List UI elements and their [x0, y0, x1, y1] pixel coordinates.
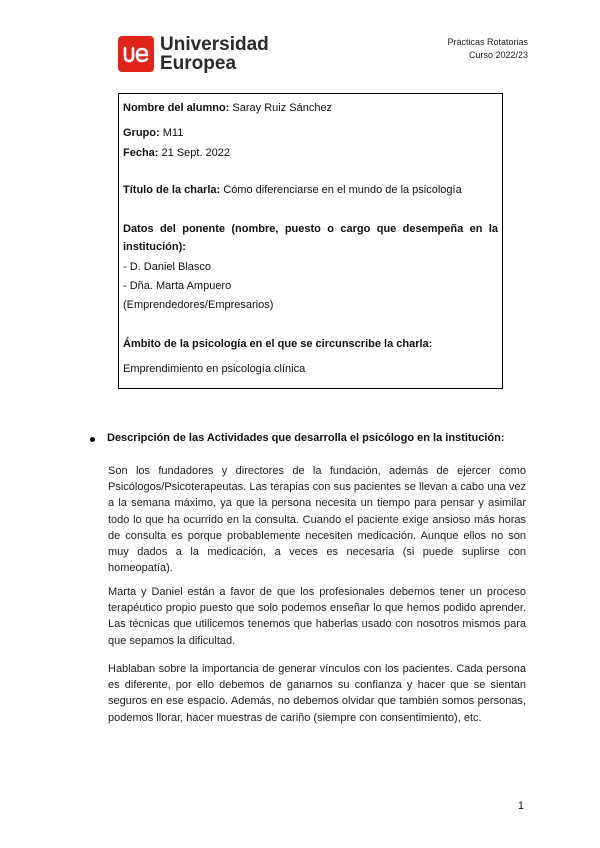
- student-name-value: Saray Ruiz Sánchez: [229, 102, 333, 114]
- speaker-2: - Dña. Marta Ampuero: [123, 280, 232, 292]
- date-value: 21 Sept. 2022: [158, 147, 231, 159]
- talk-title-row: [123, 183, 498, 197]
- scope-label-row: [123, 337, 498, 351]
- talk-title-label: Título de la charla:: [123, 184, 221, 196]
- scope-label: Ámbito de la psicología en el que se circunscribe la charla:: [123, 338, 433, 350]
- speaker-label-line-2: [123, 240, 498, 254]
- scope-value: Emprendimiento en psicología clínica: [123, 363, 306, 375]
- speaker-role: (Emprendedores/Empresarios): [123, 299, 274, 311]
- date-label: Fecha:: [123, 147, 159, 159]
- ue-logo-icon: [118, 36, 154, 72]
- paragraph-2: Marta y Daniel están a favor de que los profesionales debemos tener un proceso terapéutico propio puesto que solo podemos enseñar lo que hemos podido aprender. Las técnicas que utilicemos tenemos que haberlas usado con nosotros mismos para que sepamos la dificultad.: [108, 586, 526, 647]
- page-number: 1: [517, 800, 524, 812]
- course-year: Curso 2022/23: [468, 50, 528, 60]
- logo-line-1: Universidad: [160, 34, 269, 55]
- student-info-box: [118, 93, 503, 389]
- speaker-label-text-1: Datos del ponente (nombre, puesto o cargo que desempeña en la: [123, 223, 498, 235]
- speaker-1: - D. Daniel Blasco: [123, 261, 212, 273]
- group-row: [123, 126, 498, 140]
- student-name-row: [123, 101, 498, 115]
- section-title: Descripción de las Actividades que desarrolla el psicólogo en la institución:: [107, 432, 505, 444]
- logo-line-2: Europea: [160, 53, 237, 74]
- group-value: M11: [159, 127, 184, 139]
- speaker-label-line-1: [123, 222, 498, 236]
- paragraph-1: Son los fundadores y directores de la fundación, además de ejercer como Psicólogos/Psicoterapeutas. Las terapias con sus pacientes se llevan a cabo una vez a la semana máximo, ya que la persona necesita un tiempo para pensar y asimilar todo lo que ha ocurrido en la consulta. Cuando el paciente exige ansioso más horas de consulta es porque probablemente necesiten medicación. Aunque ellos no son muy dados a la medicación, a veces es necesaria (si puede suplirse con homeopatía).: [108, 465, 526, 575]
- course-header: [447, 36, 528, 62]
- university-logo: [118, 35, 269, 73]
- date-row: [123, 146, 498, 160]
- bullet-icon: [90, 437, 95, 442]
- logo-text: [160, 35, 269, 73]
- talk-title-value: Cómo diferenciarse en el mundo de la psicología: [220, 184, 462, 196]
- paragraph-3: Hablaban sobre la importancia de generar vínculos con los pacientes. Cada persona es diferente, por ello debemos de ganarnos su confianza y hacer que se sientan seguros en ese espacio. Además, no debemos olvidar que también somos personas, podemos llorar, hacer muestras de cariño (siempre con consentimiento), etc.: [108, 663, 526, 724]
- speaker-label-text-2: institución):: [123, 241, 186, 253]
- course-title: Prácticas Rotatorias: [447, 37, 528, 47]
- group-label: Grupo:: [123, 127, 160, 139]
- student-name-label: Nombre del alumno:: [123, 102, 230, 114]
